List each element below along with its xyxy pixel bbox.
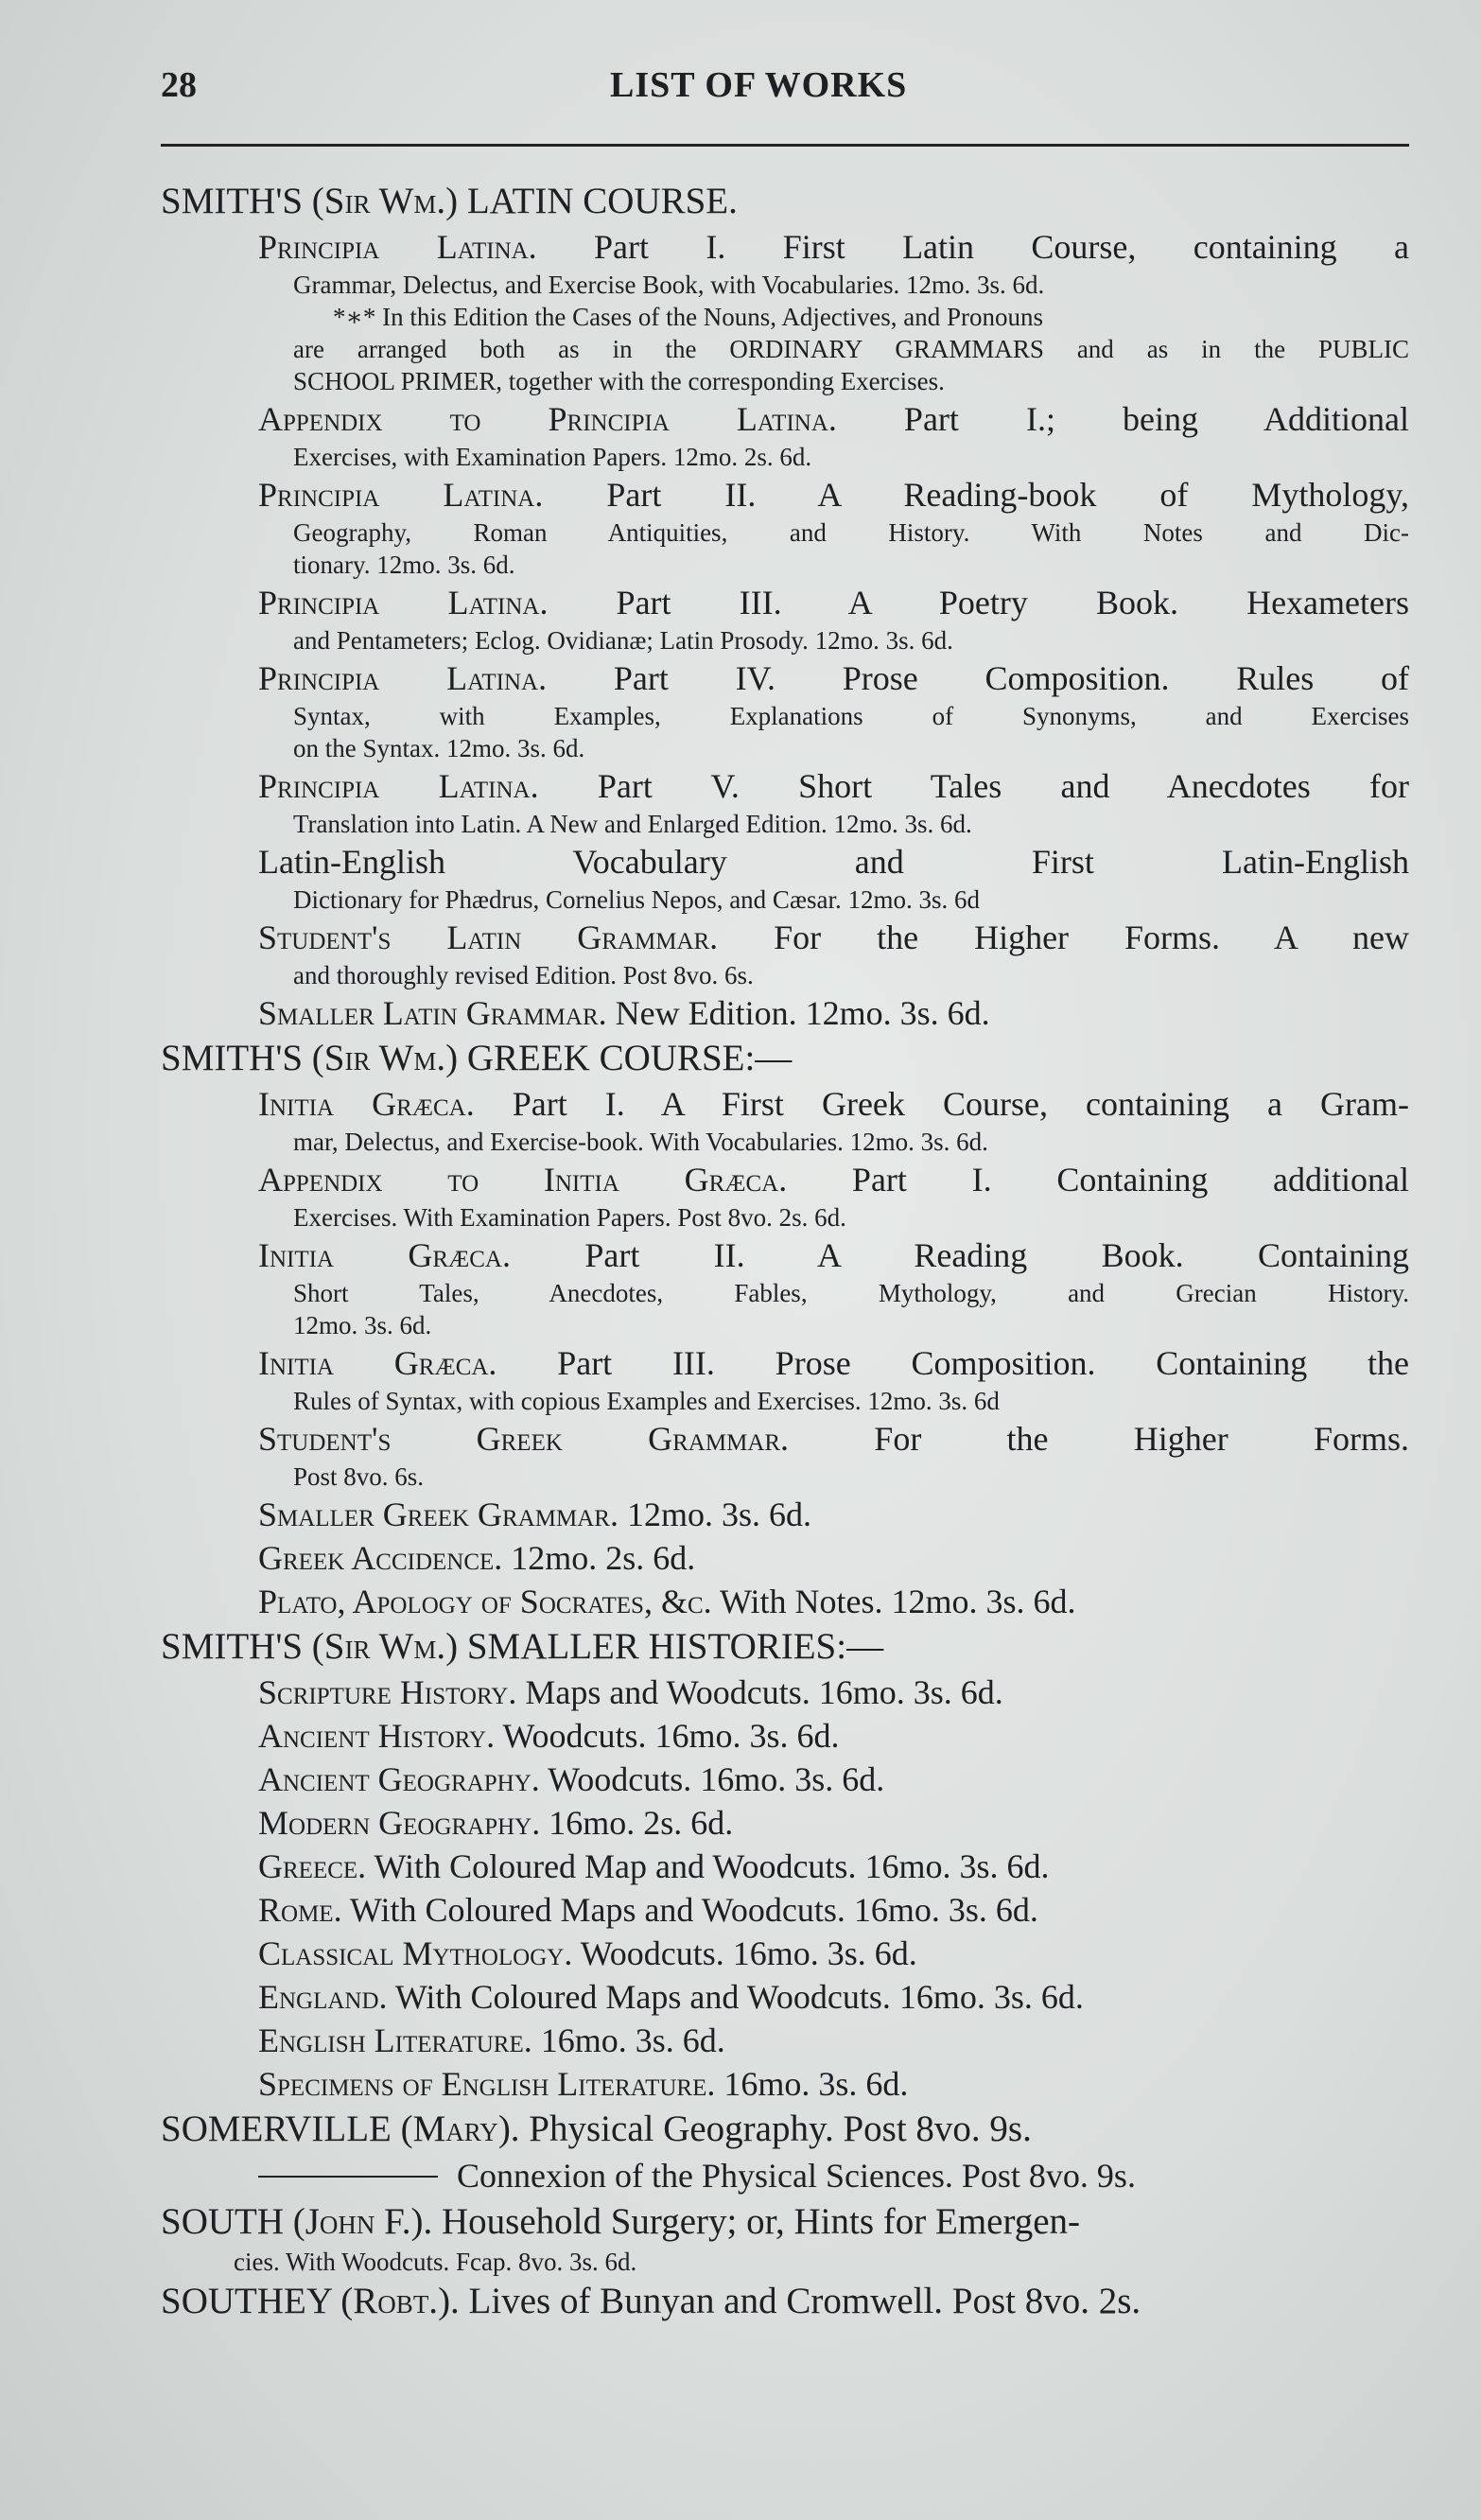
entry-title xyxy=(258,656,1409,700)
author-honorific: Robt. xyxy=(353,2281,439,2321)
entry-title-lead: Student's Greek Grammar. xyxy=(258,1420,790,1458)
heading-rest: ) GREEK COURSE:— xyxy=(445,1038,793,1078)
entry-title-rest: Part II. A Reading Book. Containing xyxy=(511,1236,1409,1274)
list-item xyxy=(161,1671,1409,1714)
list-item xyxy=(161,1536,1409,1580)
author-honorific: Sir Wm. xyxy=(323,1038,446,1078)
entry-title-rest: Part I.; being Additional xyxy=(836,400,1409,438)
entry-title xyxy=(258,991,1409,1035)
entry-title xyxy=(258,397,1409,441)
heading-rest: ) LATIN COURSE. xyxy=(445,181,738,221)
section-heading-greek xyxy=(161,1035,1409,1082)
edition-note xyxy=(161,301,1409,397)
entry-title xyxy=(258,1671,1409,1714)
entry-title-rest: For the Higher Forms. xyxy=(789,1420,1409,1458)
list-item xyxy=(161,991,1409,1035)
ditto-dash xyxy=(258,2176,438,2178)
entry-title-rest: 16mo. 3s. 6d. xyxy=(715,2065,909,2103)
ditto-entry xyxy=(161,2153,1409,2198)
entry-title-lead: Principia Latina. xyxy=(258,476,544,514)
heading-somerville xyxy=(161,2106,1409,2153)
entry-title-rest: Woodcuts. 16mo. 3s. 6d. xyxy=(539,1760,885,1798)
heading-southey xyxy=(161,2278,1409,2325)
entry-title-lead: Modern Geography. xyxy=(258,1804,541,1842)
author-name: SOUTH ( xyxy=(161,2201,305,2242)
list-item xyxy=(161,1417,1409,1493)
entry-title-lead: Classical Mythology. xyxy=(258,1934,573,1972)
entry-title xyxy=(258,473,1409,516)
author-honorific: John F. xyxy=(305,2201,411,2242)
list-item xyxy=(161,656,1409,764)
entry-title-rest: Part III. A Poetry Book. Hexameters xyxy=(548,584,1409,621)
author-name: SMITH'S ( xyxy=(161,181,324,221)
author-honorific: Sir Wm. xyxy=(323,181,446,221)
entry-detail: Grammar, Delectus, and Exercise Book, with Vocabularies. 12mo. 3s. 6d. xyxy=(293,271,1045,299)
entry-title-rest: With Notes. 12mo. 3s. 6d. xyxy=(711,1583,1076,1620)
entry-title-lead: Principia Latina. xyxy=(258,767,539,805)
entry-title-rest: With Coloured Maps and Woodcuts. 16mo. 3s. 6d. xyxy=(341,1891,1038,1929)
entry-detail: and thoroughly revised Edition. Post 8vo. 6s. xyxy=(293,961,754,989)
list-item xyxy=(161,764,1409,840)
list-item xyxy=(161,473,1409,581)
entry-detail: Exercises. With Examination Papers. Post 8vo. 2s. 6d. xyxy=(293,1203,846,1232)
entry-title-lead: English Literature. xyxy=(258,2021,532,2059)
entry-title-lead: Greece. xyxy=(258,1847,367,1885)
entry-title-lead: Smaller Greek Grammar. xyxy=(258,1496,619,1533)
entry-title-lead: Student's Latin Grammar. xyxy=(258,919,719,956)
entry-title-rest: With Coloured Map and Woodcuts. 16mo. 3s. 6d. xyxy=(366,1847,1050,1885)
list-item xyxy=(161,2246,1409,2278)
note-line: SCHOOL PRIMER, together with the corresponding Exercises. xyxy=(293,367,945,395)
entry-title xyxy=(258,1888,1409,1932)
entry-detail: Post 8vo. 6s. xyxy=(293,1462,425,1491)
entry-title: Latin-English Vocabulary and First Latin-English xyxy=(258,843,1409,881)
note-line: *∗* In this Edition the Cases of the Nouns, Adjectives, and Pronouns xyxy=(333,303,1044,331)
page-content xyxy=(161,178,1409,2325)
section-heading-histories xyxy=(161,1623,1409,1671)
list-item xyxy=(161,1714,1409,1758)
entry-title-lead: Plato, Apology of Socrates, &c. xyxy=(258,1583,712,1620)
entry-title-rest: Part I. A First Greek Course, containing a Gram- xyxy=(474,1085,1409,1123)
entry-title-rest: Part V. Short Tales and Anecdotes for xyxy=(538,767,1409,805)
entry-title xyxy=(258,225,1409,269)
entry-title-rest: 16mo. 3s. 6d. xyxy=(531,2021,725,2059)
entry-title-lead: Appendix to Initia Græca. xyxy=(258,1161,788,1199)
entry-title-rest: New Edition. 12mo. 3s. 6d. xyxy=(606,994,990,1032)
entry-title xyxy=(258,1493,1409,1536)
entry-title-rest: Maps and Woodcuts. 16mo. 3s. 6d. xyxy=(516,1673,1003,1711)
entry-title-lead: Principia Latina. xyxy=(258,659,548,697)
entry-title-rest: Part I. Containing additional xyxy=(787,1161,1409,1199)
list-item xyxy=(161,1234,1409,1341)
page-number: 28 xyxy=(161,65,197,105)
entry-detail: cies. With Woodcuts. Fcap. 8vo. 3s. 6d. xyxy=(234,2248,637,2276)
entry-detail: Rules of Syntax, with copious Examples and Exercises. 12mo. 3s. 6d xyxy=(293,1387,1000,1415)
entry-detail: Dictionary for Phædrus, Cornelius Nepos, and Cæsar. 12mo. 3s. 6d xyxy=(293,885,980,914)
entry-title-lead: England. xyxy=(258,1978,388,2016)
entry-title-lead: Greek Accidence. xyxy=(258,1539,503,1577)
list-item xyxy=(161,1082,1409,1158)
entry-title xyxy=(258,1536,1409,1580)
author-honorific: Mary xyxy=(412,2109,498,2149)
entry-title-rest: Part I. First Latin Course, containing a xyxy=(536,228,1409,266)
entry-title xyxy=(258,1932,1409,1975)
entry-title xyxy=(258,1082,1409,1126)
note-line: are arranged both as in the ORDINARY GRAMMARS and as in the PUBLIC xyxy=(293,335,1409,363)
entry-title xyxy=(258,1417,1409,1461)
list-item xyxy=(161,1845,1409,1888)
author-name: SOUTHEY ( xyxy=(161,2281,354,2321)
entry-detail: Exercises, with Examination Papers. 12mo. 2s. 6d. xyxy=(293,443,812,471)
entry-detail: tionary. 12mo. 3s. 6d. xyxy=(293,551,515,579)
entry-detail: Geography, Roman Antiquities, and History. With Notes and Dic- xyxy=(293,518,1409,547)
entry-title-rest: Woodcuts. 16mo. 3s. 6d. xyxy=(495,1717,840,1755)
entry-title-lead: Ancient Geography. xyxy=(258,1760,540,1798)
entry-title-lead: Scripture History. xyxy=(258,1673,517,1711)
entry-detail: on the Syntax. 12mo. 3s. 6d. xyxy=(293,734,585,762)
list-item xyxy=(161,1932,1409,1975)
entry-title xyxy=(258,2019,1409,2062)
running-head: LIST OF WORKS xyxy=(610,65,908,105)
heading-south xyxy=(161,2198,1409,2246)
entry-title xyxy=(258,1341,1409,1385)
entry-title-lead: Initia Græca. xyxy=(258,1085,475,1123)
entry-title-rest: Part II. A Reading-book of Mythology, xyxy=(543,476,1409,514)
entry-title xyxy=(258,1234,1409,1277)
heading-rest: ). Household Surgery; or, Hints for Emergen- xyxy=(410,2201,1081,2242)
author-honorific: Sir Wm. xyxy=(323,1626,446,1667)
entry-title-rest: For the Higher Forms. A new xyxy=(718,919,1409,956)
entry-detail: Translation into Latin. A New and Enlarged Edition. 12mo. 3s. 6d. xyxy=(293,810,972,838)
entry-title-rest: 12mo. 2s. 6d. xyxy=(502,1539,696,1577)
entry-title-rest: Woodcuts. 16mo. 3s. 6d. xyxy=(572,1934,917,1972)
entry-title-lead: Initia Græca. xyxy=(258,1344,497,1382)
list-item xyxy=(161,1888,1409,1932)
entry-title-rest: With Coloured Maps and Woodcuts. 16mo. 3s. 6d. xyxy=(387,1978,1084,2016)
list-item xyxy=(161,1493,1409,1536)
list-item xyxy=(161,225,1409,301)
entry-title xyxy=(258,1801,1409,1845)
section-heading-latin xyxy=(161,178,1409,225)
list-item xyxy=(161,2062,1409,2106)
entry-title-rest: 16mo. 2s. 6d. xyxy=(540,1804,734,1842)
entry-title xyxy=(258,1758,1409,1801)
author-name: SMITH'S ( xyxy=(161,1038,324,1078)
entry-detail: Short Tales, Anecdotes, Fables, Mythology, and Grecian History. xyxy=(293,1279,1409,1307)
entry-title-lead: Initia Græca. xyxy=(258,1236,511,1274)
entry-title xyxy=(258,581,1409,624)
entry-detail: 12mo. 3s. 6d. xyxy=(293,1311,432,1339)
entry-title-lead: Specimens of English Literature. xyxy=(258,2065,716,2103)
list-item xyxy=(161,1580,1409,1623)
entry-title-lead: Ancient History. xyxy=(258,1717,496,1755)
heading-rest: ). Lives of Bunyan and Cromwell. Post 8vo. 2s. xyxy=(438,2281,1141,2321)
header-rule xyxy=(161,144,1409,147)
entry-title-lead: Rome. xyxy=(258,1891,342,1929)
heading-rest: ) SMALLER HISTORIES:— xyxy=(445,1626,884,1667)
list-item xyxy=(161,581,1409,656)
list-item xyxy=(161,1975,1409,2019)
list-item xyxy=(161,916,1409,991)
entry-detail: Syntax, with Examples, Explanations of Synonyms, and Exercises xyxy=(293,702,1409,730)
page-header xyxy=(161,64,1409,112)
list-item xyxy=(161,840,1409,916)
entry-title xyxy=(258,916,1409,959)
list-item xyxy=(161,1341,1409,1417)
entry-title: Connexion of the Physical Sciences. Post 8vo. 9s. xyxy=(457,2157,1136,2195)
entry-title xyxy=(258,1158,1409,1201)
list-item xyxy=(161,1801,1409,1845)
entry-title xyxy=(258,764,1409,808)
entry-title-rest: Part IV. Prose Composition. Rules of xyxy=(547,659,1409,697)
heading-rest: ). Physical Geography. Post 8vo. 9s. xyxy=(497,2109,1032,2149)
entry-title-lead: Principia Latina. xyxy=(258,228,537,266)
author-name: SMITH'S ( xyxy=(161,1626,324,1667)
entry-title-rest: Part III. Prose Composition. Containing the xyxy=(497,1344,1409,1382)
entry-title xyxy=(258,1714,1409,1758)
entry-title-lead: Smaller Latin Grammar. xyxy=(258,994,607,1032)
entry-title xyxy=(258,1975,1409,2019)
entry-title xyxy=(258,1580,1409,1623)
entry-title-lead: Principia Latina. xyxy=(258,584,549,621)
entry-title xyxy=(258,1845,1409,1888)
entry-title xyxy=(258,2062,1409,2106)
entry-detail: mar, Delectus, and Exercise-book. With Vocabularies. 12mo. 3s. 6d. xyxy=(293,1128,988,1156)
entry-title-lead: Appendix to Principia Latina. xyxy=(258,400,837,438)
list-item xyxy=(161,1158,1409,1234)
list-item xyxy=(161,1758,1409,1801)
list-item xyxy=(161,397,1409,473)
entry-title-rest: 12mo. 3s. 6d. xyxy=(618,1496,811,1533)
author-name: SOMERVILLE ( xyxy=(161,2109,413,2149)
list-item xyxy=(161,2019,1409,2062)
entry-detail: and Pentameters; Eclog. Ovidianæ; Latin Prosody. 12mo. 3s. 6d. xyxy=(293,626,953,655)
